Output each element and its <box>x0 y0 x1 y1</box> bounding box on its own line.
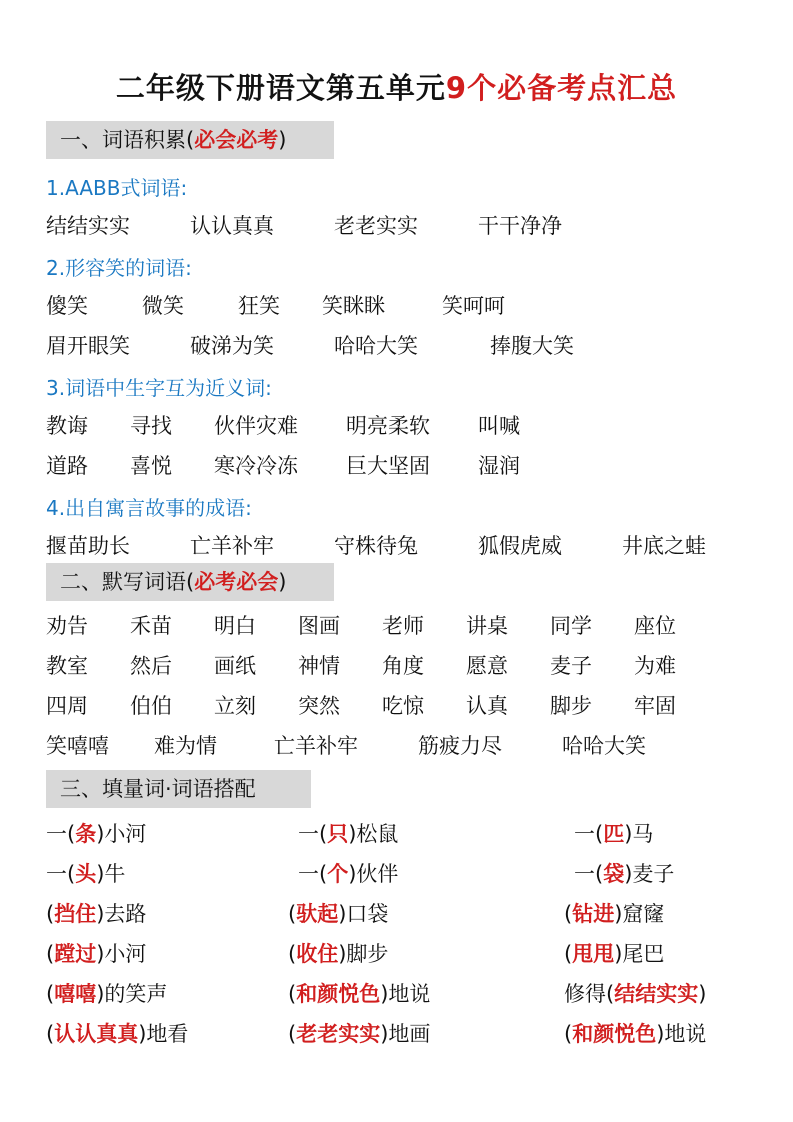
word: 角度 <box>382 654 424 678</box>
word: 喜悦 <box>130 454 172 478</box>
fill-answer: 老老实实 <box>296 1022 381 1046</box>
word: 劝告 <box>46 614 88 638</box>
fill-item <box>574 818 653 848</box>
section-header-2 <box>46 563 334 601</box>
word: 脚步 <box>550 694 592 718</box>
section-1-header-post: ) <box>278 128 287 152</box>
word: 寻找 <box>130 414 172 438</box>
fill-pre: ( <box>288 942 297 966</box>
word: 叫喊 <box>478 414 520 438</box>
section-1-header-red: 必会必考 <box>194 128 279 152</box>
word: 认真 <box>466 694 508 718</box>
fill-answer: 蹚过 <box>54 942 97 966</box>
word: 结结实实 <box>46 214 130 238</box>
word: 守株待兔 <box>334 534 418 558</box>
fill-post: )小河 <box>96 822 147 846</box>
fill-answer: 钻进 <box>572 902 615 926</box>
fill-item <box>288 1018 430 1048</box>
section-header-1 <box>46 121 334 159</box>
fill-post: )小河 <box>96 942 147 966</box>
fill-pre: ( <box>564 902 573 926</box>
word: 四周 <box>46 694 88 718</box>
fill-answer: 匹 <box>603 822 625 846</box>
fill-pre: ( <box>564 1022 573 1046</box>
fill-pre: 一( <box>46 862 76 886</box>
word: 笑呵呵 <box>442 294 505 318</box>
subheading-laugh: 2.形容笑的词语: <box>46 256 192 280</box>
fill-pre: ( <box>288 1022 297 1046</box>
word: 亡羊补牢 <box>274 734 358 758</box>
word: 图画 <box>298 614 340 638</box>
page-title <box>0 66 793 107</box>
word: 伯伯 <box>130 694 172 718</box>
fill-answer: 甩甩 <box>572 942 615 966</box>
fill-answer: 条 <box>75 822 97 846</box>
fill-item <box>46 1018 188 1048</box>
fill-item <box>564 898 664 928</box>
word: 道路 <box>46 454 88 478</box>
word: 然后 <box>130 654 172 678</box>
word: 干干净净 <box>478 214 562 238</box>
word: 狐假虎威 <box>478 534 562 558</box>
word: 讲桌 <box>466 614 508 638</box>
fill-pre: ( <box>46 942 55 966</box>
fill-item <box>298 858 398 888</box>
word: 破涕为笑 <box>190 334 274 358</box>
word: 微笑 <box>142 294 184 318</box>
fill-pre: 一( <box>46 822 76 846</box>
fill-post: )松鼠 <box>348 822 399 846</box>
word: 教诲 <box>46 414 88 438</box>
word: 禾苗 <box>130 614 172 638</box>
fill-answer: 驮起 <box>296 902 339 926</box>
title-red: 9个必备考点汇总 <box>445 71 678 105</box>
fill-post: ) <box>698 982 707 1006</box>
word: 井底之蛙 <box>622 534 706 558</box>
word: 突然 <box>298 694 340 718</box>
fill-post: )窟窿 <box>614 902 665 926</box>
fill-pre: 一( <box>574 862 604 886</box>
fill-answer: 结结实实 <box>614 982 699 1006</box>
fill-item <box>288 938 388 968</box>
word: 寒冷冷冻 <box>214 454 298 478</box>
fill-answer: 收住 <box>296 942 339 966</box>
word: 捧腹大笑 <box>490 334 574 358</box>
fill-post: )地看 <box>138 1022 189 1046</box>
word: 吃惊 <box>382 694 424 718</box>
fill-post: )口袋 <box>338 902 389 926</box>
fill-post: )地画 <box>380 1022 431 1046</box>
word: 伙伴灾难 <box>214 414 298 438</box>
word: 哈哈大笑 <box>334 334 418 358</box>
word: 座位 <box>634 614 676 638</box>
section-2-header-post: ) <box>278 570 287 594</box>
word: 麦子 <box>550 654 592 678</box>
fill-item <box>46 858 125 888</box>
fill-item <box>288 898 388 928</box>
subheading-idioms: 4.出自寓言故事的成语: <box>46 496 252 520</box>
fill-item <box>564 978 706 1008</box>
fill-item <box>288 978 430 1008</box>
fill-answer: 头 <box>75 862 97 886</box>
word: 笑眯眯 <box>322 294 385 318</box>
fill-answer: 只 <box>327 822 349 846</box>
fill-post: )伙伴 <box>348 862 399 886</box>
section-3-header: 三、填量词·词语搭配 <box>60 777 256 801</box>
word: 老师 <box>382 614 424 638</box>
word: 狂笑 <box>238 294 280 318</box>
section-1-header-pre: 一、词语积累( <box>60 128 195 152</box>
fill-item <box>46 818 146 848</box>
fill-item <box>564 938 664 968</box>
title-black: 二年级下册语文第五单元 <box>115 71 446 105</box>
word: 筋疲力尽 <box>418 734 502 758</box>
word: 明白 <box>214 614 256 638</box>
fill-pre: 一( <box>298 862 328 886</box>
fill-post: )麦子 <box>624 862 675 886</box>
subheading-synonyms: 3.词语中生字互为近义词: <box>46 376 272 400</box>
word: 立刻 <box>214 694 256 718</box>
word: 亡羊补牢 <box>190 534 274 558</box>
word: 认认真真 <box>190 214 274 238</box>
word: 为难 <box>634 654 676 678</box>
word: 神情 <box>298 654 340 678</box>
section-2-header-red: 必考必会 <box>194 570 279 594</box>
fill-pre: 修得( <box>564 982 615 1006</box>
fill-item <box>46 978 167 1008</box>
fill-post: )地说 <box>656 1022 707 1046</box>
section-2-header-pre: 二、默写词语( <box>60 570 195 594</box>
fill-post: )的笑声 <box>96 982 168 1006</box>
section-header-3 <box>46 770 311 808</box>
word: 教室 <box>46 654 88 678</box>
fill-item <box>46 938 146 968</box>
fill-post: )去路 <box>96 902 147 926</box>
subheading-aabb: 1.AABB式词语: <box>46 176 188 200</box>
fill-post: )脚步 <box>338 942 389 966</box>
word: 湿润 <box>478 454 520 478</box>
word: 哈哈大笑 <box>562 734 646 758</box>
word: 眉开眼笑 <box>46 334 130 358</box>
word: 揠苗助长 <box>46 534 130 558</box>
fill-answer: 袋 <box>603 862 625 886</box>
fill-pre: 一( <box>298 822 328 846</box>
fill-pre: 一( <box>574 822 604 846</box>
fill-post: )牛 <box>96 862 126 886</box>
word: 老老实实 <box>334 214 418 238</box>
fill-answer: 个 <box>327 862 349 886</box>
fill-answer: 嘻嘻 <box>54 982 97 1006</box>
fill-pre: ( <box>46 1022 55 1046</box>
fill-answer: 和颜悦色 <box>296 982 381 1006</box>
word: 同学 <box>550 614 592 638</box>
fill-answer: 和颜悦色 <box>572 1022 657 1046</box>
word: 笑嘻嘻 <box>46 734 109 758</box>
fill-answer: 挡住 <box>54 902 97 926</box>
fill-post: )尾巴 <box>614 942 665 966</box>
fill-item <box>564 1018 706 1048</box>
word: 明亮柔软 <box>346 414 430 438</box>
word: 难为情 <box>154 734 217 758</box>
fill-answer: 认认真真 <box>54 1022 139 1046</box>
word: 画纸 <box>214 654 256 678</box>
fill-item <box>574 858 674 888</box>
fill-pre: ( <box>46 902 55 926</box>
fill-item <box>46 898 146 928</box>
fill-pre: ( <box>288 902 297 926</box>
word: 傻笑 <box>46 294 88 318</box>
word: 牢固 <box>634 694 676 718</box>
fill-post: )地说 <box>380 982 431 1006</box>
fill-post: )马 <box>624 822 654 846</box>
word: 愿意 <box>466 654 508 678</box>
fill-pre: ( <box>288 982 297 1006</box>
fill-pre: ( <box>46 982 55 1006</box>
fill-item <box>298 818 398 848</box>
word: 巨大坚固 <box>346 454 430 478</box>
fill-pre: ( <box>564 942 573 966</box>
